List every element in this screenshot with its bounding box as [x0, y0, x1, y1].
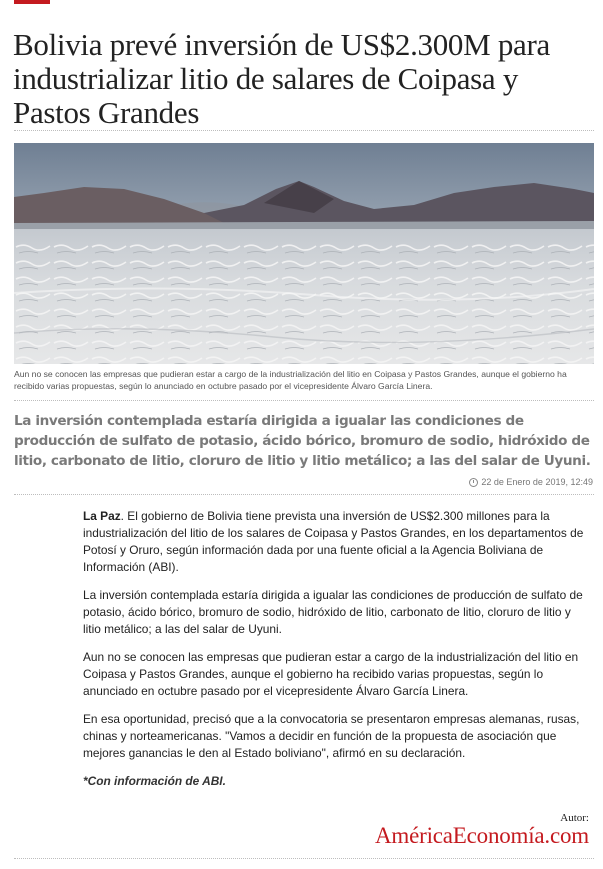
- body-paragraph: En esa oportunidad, precisó que a la convocatoria se presentaron empresas alemanas, rusas, chinas y norteamericanas. "Vamos a decidir en función de la propuesta de asociación que mejores ganancias le den al Estado boliviano", afirmó en su declaración.: [83, 712, 580, 760]
- divider: [14, 400, 594, 401]
- body-paragraph: La Paz. El gobierno de Bolivia tiene prevista una inversión de US$2.300 millones para la industrialización del litio de los salares de Coipasa y Pastos Grandes, en los departamentos de Potosí y Oruro, según información dada por una fuente oficial a la Agencia Boliviana de Información (ABI).: [83, 509, 584, 574]
- author-label: Autor:: [560, 812, 589, 824]
- article-headline: Bolivia prevé inversión de US$2.300M para industrializar litio de salares de Coipasa y Pastos Grandes: [13, 27, 550, 130]
- divider: [14, 130, 594, 131]
- dateline: La Paz: [83, 509, 121, 523]
- body-paragraph: Aun no se conocen las empresas que pudieran estar a cargo de la industrialización del litio en Coipasa y Pastos Grandes, aunque el gobierno ha recibido varias propuestas, según lo anunciado en octubre pasado por el vicepresidente Álvaro García Linera.: [83, 650, 579, 698]
- article-lead: La inversión contemplada estaría dirigida a igualar las condiciones de producción de sulfato de potasio, ácido bórico, bromuro de sodio, hidróxido de litio, carbonato de litio, cloruro de litio y litio metálico; a las del salar de Uyuni.: [14, 413, 591, 469]
- publish-date: [469, 477, 593, 487]
- top-accent-bar: [14, 0, 50, 4]
- divider: [14, 858, 594, 859]
- body-paragraph: La inversión contemplada estaría dirigida a igualar las condiciones de producción de sulfato de potasio, ácido bórico, bromuro de sodio, hidróxido de litio, carbonato de litio, cloruro de litio y litio metálico; a las del salar de Uyuni.: [83, 588, 583, 636]
- divider: [14, 494, 594, 495]
- photo-caption: Aun no se conocen las empresas que pudieran estar a cargo de la industrialización del litio en Coipasa y Pastos Grandes, aunque el gobierno ha recibido varias propuestas, según lo anunciado en octubre pasado por el vicepresidente Álvaro García Linera.: [14, 369, 567, 391]
- author-brand-logo: AméricaEconomía.com: [375, 823, 589, 848]
- article-photo: [14, 143, 594, 364]
- salt-flat-photo: [14, 143, 594, 364]
- publish-date-text: 22 de Enero de 2019, 12:49: [481, 477, 593, 487]
- article-body: [83, 508, 591, 801]
- clock-icon: [469, 478, 478, 487]
- source-note: *Con información de ABI.: [83, 774, 226, 788]
